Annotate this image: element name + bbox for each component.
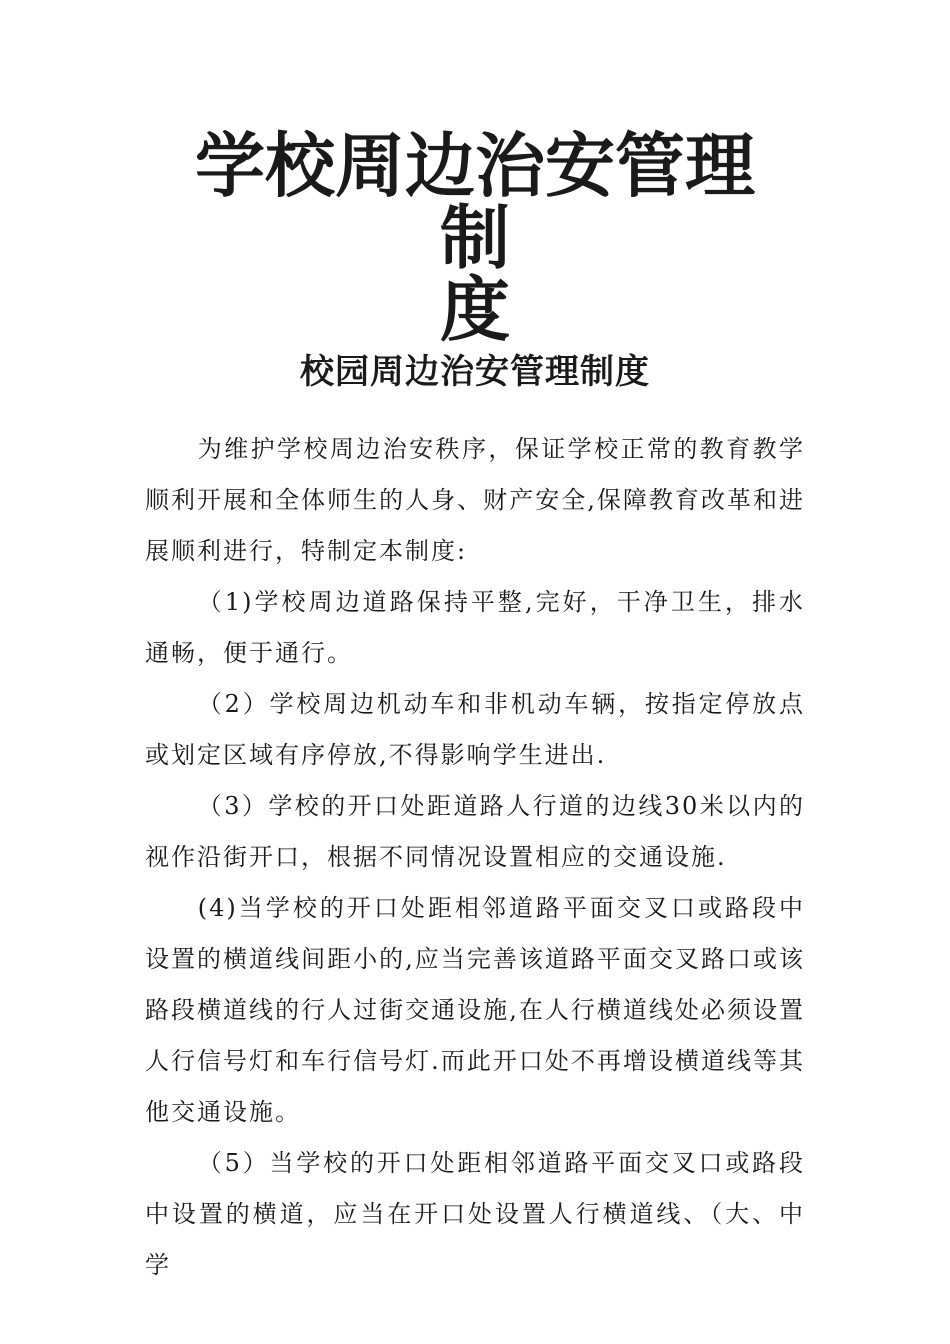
rule-paragraph-4: (4)当学校的开口处距相邻道路平面交叉口或路段中设置的横道线间距小的,应当完善该道路平面交叉路口或该路段横道线的行人过街交通设施,在人行横道线处必须设置人行信号灯和车行信号灯.而此开口处不再增设横道线等其他交通设施。 (145, 894, 805, 1126)
intro-paragraph: 为维护学校周边治安秩序，保证学校正常的教育教学顺利开展和全体师生的人身、财产安全,保障教育改革和进展顺利进行，特制定本制度: (145, 435, 805, 565)
document-body (145, 424, 805, 1291)
document-subtitle: 校园周边治安管理制度 (300, 352, 650, 392)
rule-paragraph-3: （3）学校的开口处距道路人行道的边线30米以内的视作沿街开口，根据不同情况设置相应的交通设施. (145, 792, 805, 871)
document-title-line-3: 度 (440, 269, 510, 351)
rule-paragraph-2: （2）学校周边机动车和非机动车辆，按指定停放点或划定区域有序停放,不得影响学生进出. (145, 690, 805, 769)
document-title-line-1: 学校周边治安管理 (195, 125, 755, 207)
rule-paragraph-1: （1)学校周边道路保持平整,完好，干净卫生，排水通畅，便于通行。 (145, 588, 805, 667)
rule-paragraph-5: （5）当学校的开口处距相邻道路平面交叉口或路段中设置的横道，应当在开口处设置人行横道线、（大、中学 (145, 1149, 805, 1279)
document-title-line-2: 制 (440, 197, 510, 279)
